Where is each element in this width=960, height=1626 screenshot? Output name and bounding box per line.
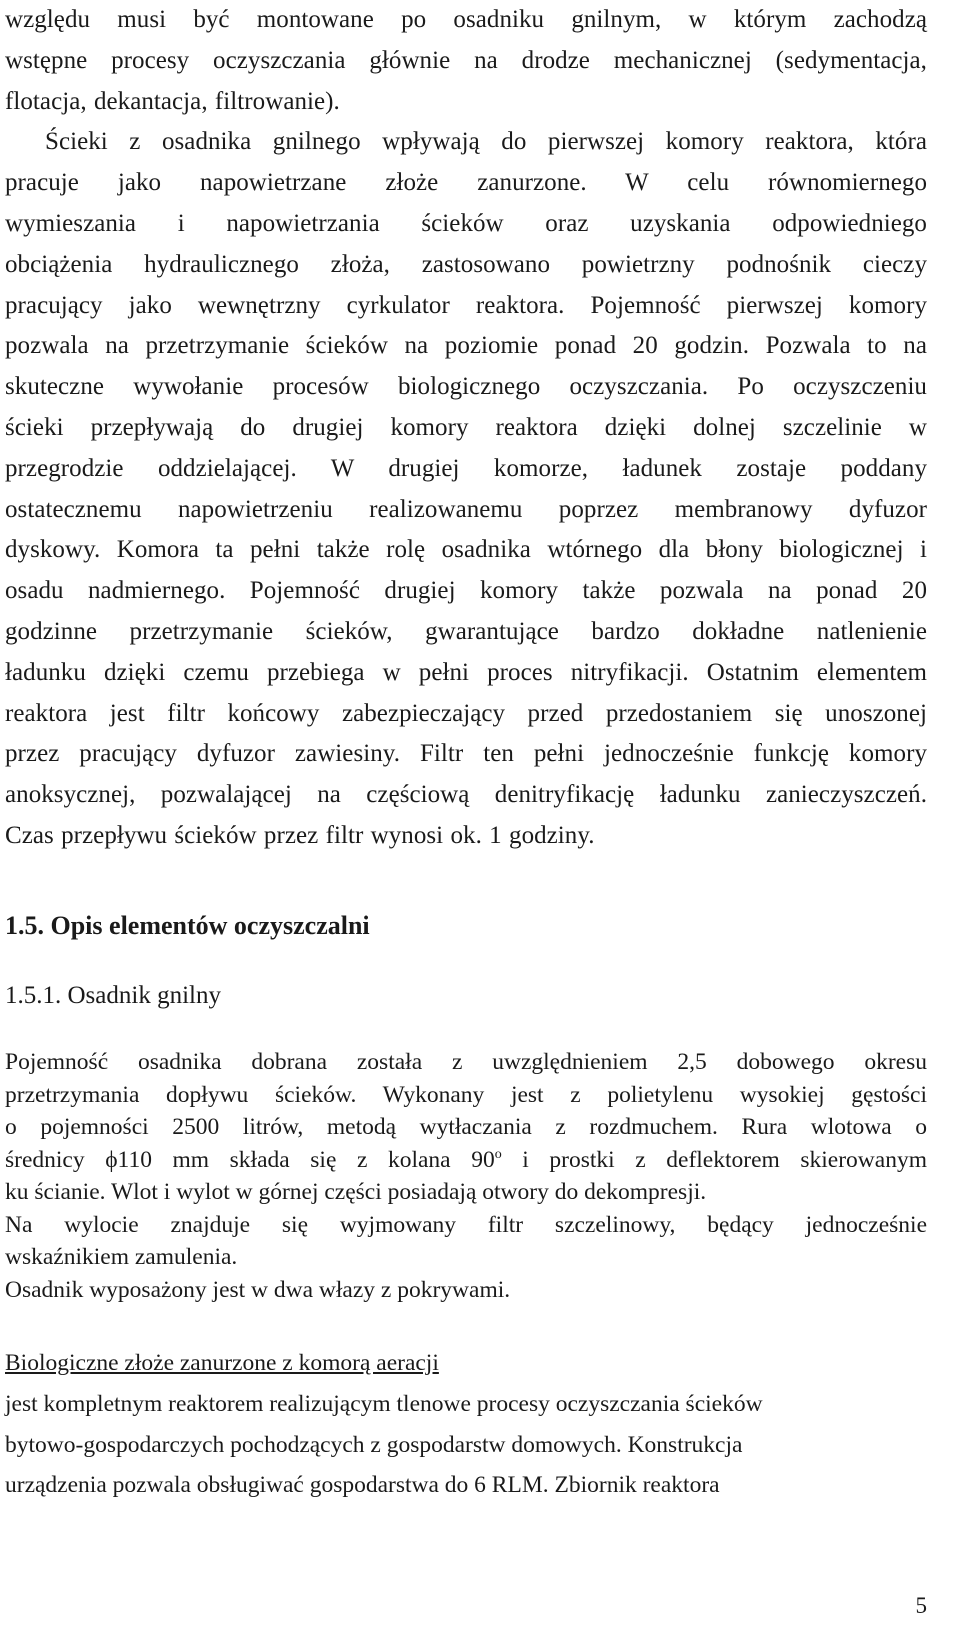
- text-line: godzinne przetrzymanie ścieków, gwarantujące bardzo dokładne natlenienie: [5, 617, 927, 645]
- paragraph-reactor-description: [5, 0, 927, 857]
- text-line: jest kompletnym reaktorem realizującym tlenowe procesy oczyszczania ścieków: [5, 1391, 763, 1417]
- text-line: ścieki przepływają do drugiej komory reaktora dzięki dolnej szczelinie w: [5, 413, 927, 441]
- text-line: skuteczne wywołanie procesów biologicznego oczyszczania. Po oczyszczeniu: [5, 373, 927, 401]
- text-line: pozwala na przetrzymanie ścieków na poziomie ponad 20 godzin. Pozwala to na: [5, 332, 927, 360]
- text-fragment: i prostki z deflektorem skierowanym: [501, 1146, 927, 1173]
- text-line: reaktora jest filtr końcowy zabezpieczający przed przedostaniem się unoszonej: [5, 699, 927, 727]
- degree-superscript: o: [494, 1146, 502, 1162]
- text-fragment: średnicy ϕ110 mm składa się z kolana 90: [5, 1146, 495, 1173]
- text-line: [5, 1144, 927, 1177]
- subsection-title: 1.5.1. Osadnik gnilny: [5, 982, 221, 1009]
- text-line: obciążenia hydraulicznego złoża, zastosowano powietrzny podnośnik cieczy: [5, 250, 927, 278]
- text-line: przetrzymania dopływu ścieków. Wykonany jest z polietylenu wysokiej gęstości: [5, 1081, 927, 1108]
- text-line: Pojemność osadnika dobrana została z uwzględnieniem 2,5 dobowego okresu: [5, 1049, 927, 1075]
- text-line: anoksycznej, pozwalającej na częściową denitryfikację ładunku zanieczyszczeń.: [5, 781, 927, 809]
- text-line: Ścieki z osadnika gnilnego wpływają do pierwszej komory reaktora, która: [45, 128, 927, 156]
- text-line: ku ścianie. Wlot i wylot w górnej części posiadają otwory do dekompresji.: [5, 1179, 707, 1205]
- text-line: przegrodzie oddzielającej. W drugiej komorze, ładunek zostaje poddany: [5, 454, 927, 482]
- text-line: ostatecznemu napowietrzeniu realizowanemu poprzez membranowy dyfuzor: [5, 495, 927, 523]
- text-line: flotacja, dekantacja, filtrowanie).: [5, 87, 340, 115]
- text-line: pracujący jako wewnętrzny cyrkulator reaktora. Pojemność pierwszej komory: [5, 291, 927, 319]
- text-line: pracuje jako napowietrzane złoże zanurzone. W celu równomiernego: [5, 169, 927, 197]
- text-line: ładunku dzięki czemu przebiega w pełni proces nitryfikacji. Ostatnim elementem: [5, 658, 927, 686]
- text-line: urządzenia pozwala obsługiwać gospodarstwa do 6 RLM. Zbiornik reaktora: [5, 1472, 720, 1498]
- document-page: [5, 0, 927, 1498]
- text-line: wstępne procesy oczyszczania głównie na drodze mechanicznej (sedymentacja,: [5, 46, 927, 74]
- text-line: Osadnik wyposażony jest w dwa włazy z pokrywami.: [5, 1276, 511, 1303]
- text-line: bytowo-gospodarczych pochodzących z gospodarstw domowych. Konstrukcja: [5, 1431, 743, 1458]
- text-line: osadu nadmiernego. Pojemność drugiej komory także pozwala na ponad 20: [5, 577, 927, 605]
- underlined-heading: Biologiczne złoże zanurzone z komorą aeracji: [5, 1350, 439, 1376]
- text-line: Czas przepływu ścieków przez filtr wynosi ok. 1 godziny.: [5, 821, 595, 849]
- text-line: o pojemności 2500 litrów, metodą wytłaczania z rozdmuchem. Rura wlotowa o: [5, 1114, 927, 1140]
- text-line: dyskowy. Komora ta pełni także rolę osadnika wtórnego dla błony biologicznej i: [5, 536, 927, 564]
- page-number: 5: [915, 1593, 927, 1618]
- paragraph-septic-tank: [5, 1046, 927, 1306]
- text-line: Na wylocie znajduje się wyjmowany filtr szczelinowy, będący jednocześnie: [5, 1211, 927, 1238]
- section-title: 1.5. Opis elementów oczyszczalni: [5, 911, 370, 940]
- text-line: przez pracujący dyfuzor zawiesiny. Filtr ten pełni jednocześnie funkcję komory: [5, 740, 927, 768]
- text-line: względu musi być montowane po osadniku gnilnym, w którym zachodzą: [5, 6, 927, 33]
- text-line: wymieszania i napowietrzania ścieków oraz uzyskania odpowiedniego: [5, 209, 927, 237]
- paragraph-biological-bed: [5, 1384, 927, 1506]
- text-line: wskaźnikiem zamulenia.: [5, 1244, 238, 1270]
